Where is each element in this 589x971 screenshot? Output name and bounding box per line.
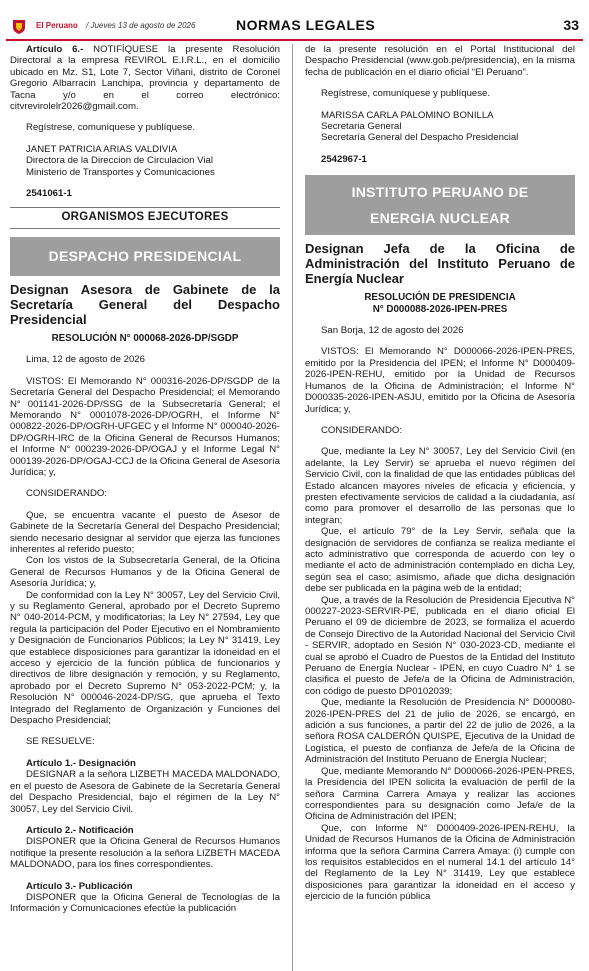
coat-of-arms-icon [12,19,26,35]
left-column [10,44,280,915]
section-title: NORMAS LEGALES [236,17,376,33]
signer-name: MARISSA CARLA PALOMINO BONILLA [321,109,494,121]
signer-role: Directora de la Direccion de Circulacion Vial [26,155,213,167]
se-resuelve-heading: SE RESUELVE: [26,736,95,748]
article-1-text: DESIGNAR a la señora LIZBETH MACEDA MALDONADO, en el puesto de Asesora de Gabinete de la Secretaría General del Despacho Presidencial, bajo el régimen de la Ley N° 30057, Ley del Servicio Civil. [10,769,280,815]
article-3-title: Artículo 3.- Publicación [26,880,133,892]
continued-paragraph: de la presente resolución en el Portal Institucional del Despacho Presidencial (www.gob.pe/presidencia), en la misma fecha de publicación en el diario oficial “El Peruano”. [305,44,575,78]
right-column [305,44,575,903]
vistos-paragraph: VISTOS: El Memorando N° D000066-2026-IPEN-PRES, emitido por la Presidencia del IPEN; el Informe N° D000409-2026-IPEN-REHU, emitido por la Unidad de Recursos Humanos de la Oficina de Administración; el Informe N° D000335-2026-IPEN-ASJU, emitido por la Oficina de Asesoría Jurídica; y, [305,346,575,415]
closing-formula: Regístrese, comuníquese y publíquese. [26,122,196,134]
vistos-paragraph: VISTOS: El Memorando N° 000316-2026-DP/SGDP de la Secretaría General del Despacho Presidencial; el Memorando N° 001141-2026-DP/SSG de la Subsecretaría General; el Memorando N° 0001078-2026-DP/OGRH, el Informe N° 000822-2026-DP/OGRH-UFGEC y el Informe N° 000040-2026-DP/OGRH-IRC de la Oficina General de Recursos Humanos; el Informe N° 000239-2026-DP/OGAJ y el Informe Legal N° 000139-2026-DP/OGAJ-CCJ de la Oficina General de Asesoría Jurídica; y, [10,375,280,478]
article-3-text: DISPONER que la Oficina General de Tecnologías de la Información y Comunicaciones efectúe la publicación [10,891,280,915]
paragraph: Con los vistos de la Subsecretaría General, de la Oficina General de Recursos Humanos y de la Oficina General de Asesoría Jurídica; y, [10,555,280,590]
institution-banner: INSTITUTO PERUANO DE ENERGIA NUCLEAR [305,175,575,235]
paragraph: Que, con Informe N° D000409-2026-IPEN-REHU, la Unidad de Recursos Humanos de la Oficina de Administración informa que la señora Carmina Carrera Amaya: (i) cumple con los requisitos establecidos en el numeral 14.1 del artículo 14° del Reglamento de la Ley N° 31419, Ley que establece disposiciones para garantizar la idoneidad en el acceso y ejercicio de la función pública [305,822,575,903]
issue-date: / Jueves 13 de agosto de 2026 [86,21,196,30]
institution-banner: DESPACHO PRESIDENCIAL [10,237,280,276]
paragraph: Que, mediante la Ley N° 30057, Ley del Servicio Civil (en adelante, la Ley Servir) se aprueba el nuevo régimen del Servicio Civil, con la finalidad de que las entidades públicas del Estado alcancen mayores niveles de eficacia y eficiencia, y presten efectivamente servicios de calidad a la ciudadanía, así como para promover el desarrollo de las personas que lo integran; [305,446,575,526]
signer-role: Secretaria General [321,121,402,133]
article-1-title: Artículo 1.- Designación [26,757,136,769]
place-date: San Borja, 12 de agosto del 2026 [321,325,464,337]
signer-institution: Secretaría General del Despacho Presidencial [321,132,519,144]
signer-name: JANET PATRICIA ARIAS VALDIVIA [26,143,178,155]
paragraph: Que, se encuentra vacante el puesto de Asesor de Gabinete de la Secretaría General del Despacho Presidencial; siendo necesario designar al servidor que ejerza las funciones inherentes al referido puesto; [10,509,280,555]
headline: Designan Jefa de la Oficina de Administración del Instituto Peruano de Energía Nuclear [305,241,575,287]
page-number: 33 [563,17,579,33]
article-6: Artículo 6.- NOTIFÍQUESE la presente Resolución Directoral a la empresa REVIROL E.I.R.L., en el domicilio ubicado en Mz. S1, Lote 7, Sector Viñani, distrito de Coronel Gregorio Albarracin Lanchipa, provincia y departamento de Tacna y/o en el correo electrónico: citvrevirolelr2026@gmail.com. [10,44,280,113]
paragraph: Que, a través de la Resolución de Presidencia Ejecutiva N° 000227-2023-SERVIR-PE, publicada en el diario oficial El Peruano el 09 de diciembre de 2023, se formaliza el acuerdo de Consejo Directivo de la Autoridad Nacional del Servicio Civil - SERVIR, adoptado en Sesión N° 030-2023-CD, mediante el cual se aprobó el Cuadro de Puestos de la Entidad del Instituto Peruano de Energía Nuclear - IPEN, en cuyo Cuadro N° 1 se clasifica el puesto de Jefe/a de la Oficina de Administración, con código de puesto DP0102039; [305,594,575,697]
considerando-heading: CONSIDERANDO: [321,424,403,436]
newspaper-name: El Peruano [36,21,78,30]
headline: Designan Asesora de Gabinete de la Secretaría General del Despacho Presidencial [10,281,280,327]
paragraph: De conformidad con la Ley N° 30057, Ley del Servicio Civil, y su Reglamento General, aprobado por el Decreto Supremo N° 040-2014-PCM, y modificatorias; la Ley N° 27594, Ley que regula la participación del Poder Ejecutivo en el Nombramiento y Designación de Funcionarios Públicos; la Ley N° 31419, Ley que establece disposiciones para garantizar la idoneidad en el acceso y ejercicio de la función pública de funcionarios y directivos de libre designación y remoción, y su Reglamento, aprobado por el Decreto Supremo N° 053-2022-PCM; y, la Resolución N° 000046-2024-DP/SG, que aprueba el Texto Integrado del Reglamento de Organización y Funciones del Despacho Presidencial; [10,589,280,727]
column-divider [292,44,293,971]
header-divider [6,39,583,41]
paragraph: Que, mediante Memorando N° D000066-2026-IPEN-PRES, la Presidencia del IPEN solicita la evaluación de perfil de la señora Carmina Carrera Amaya y realizar las acciones correspondientes para su designación como Jefa/e de la Oficina de Administración del IPEN; [305,765,575,823]
paragraph: Que, mediante la Resolución de Presidencia N° D000080-2026-IPEN-PRES del 21 de julio de 2026, se encargó, en adición a sus funciones, a partir del 22 de julio de 2026, a la señora ROSA CALDERÓN QUISPE, Ejecutiva de la Unidad de Logística, el puesto de confianza de Jefe/a de la Oficina de Administración del Instituto Peruano de Energía Nuclear; [305,697,575,766]
resolution-number: RESOLUCIÓN DE PRESIDENCIA N° D000088-2026-IPEN-PRES [364,292,516,315]
resolution-number: RESOLUCIÓN N° 000068-2026-DP/SGDP [51,332,239,344]
section-label: ORGANISMOS EJECUTORES [10,207,280,228]
place-date: Lima, 12 de agosto de 2026 [26,354,145,366]
considerando-heading: CONSIDERANDO: [26,488,108,500]
publication-code: 2542967-1 [321,153,367,165]
paragraph: Que, el artículo 79° de la Ley Servir, señala que la designación de servidores de confianza se realiza mediante el acto administrativo que corresponda de acuerdo con ley o mediante el acto de administración contemplado en dicha Ley, según sea el caso; asimismo, añade que dicha designación debe ser publicada en la página web de la entidad; [305,526,575,595]
article-2-title: Artículo 2.- Notificación [26,824,134,836]
article-2-text: DISPONER que la Oficina General de Recursos Humanos notifique la presente resolución a la señora LIZBETH MACEDA MALDONADO, para los fines correspondientes. [10,836,280,871]
publication-code: 2541061-1 [26,188,72,200]
closing-formula: Regístrese, comuníquese y publíquese. [321,88,491,100]
signer-institution: Ministerio de Transportes y Comunicaciones [26,166,215,178]
